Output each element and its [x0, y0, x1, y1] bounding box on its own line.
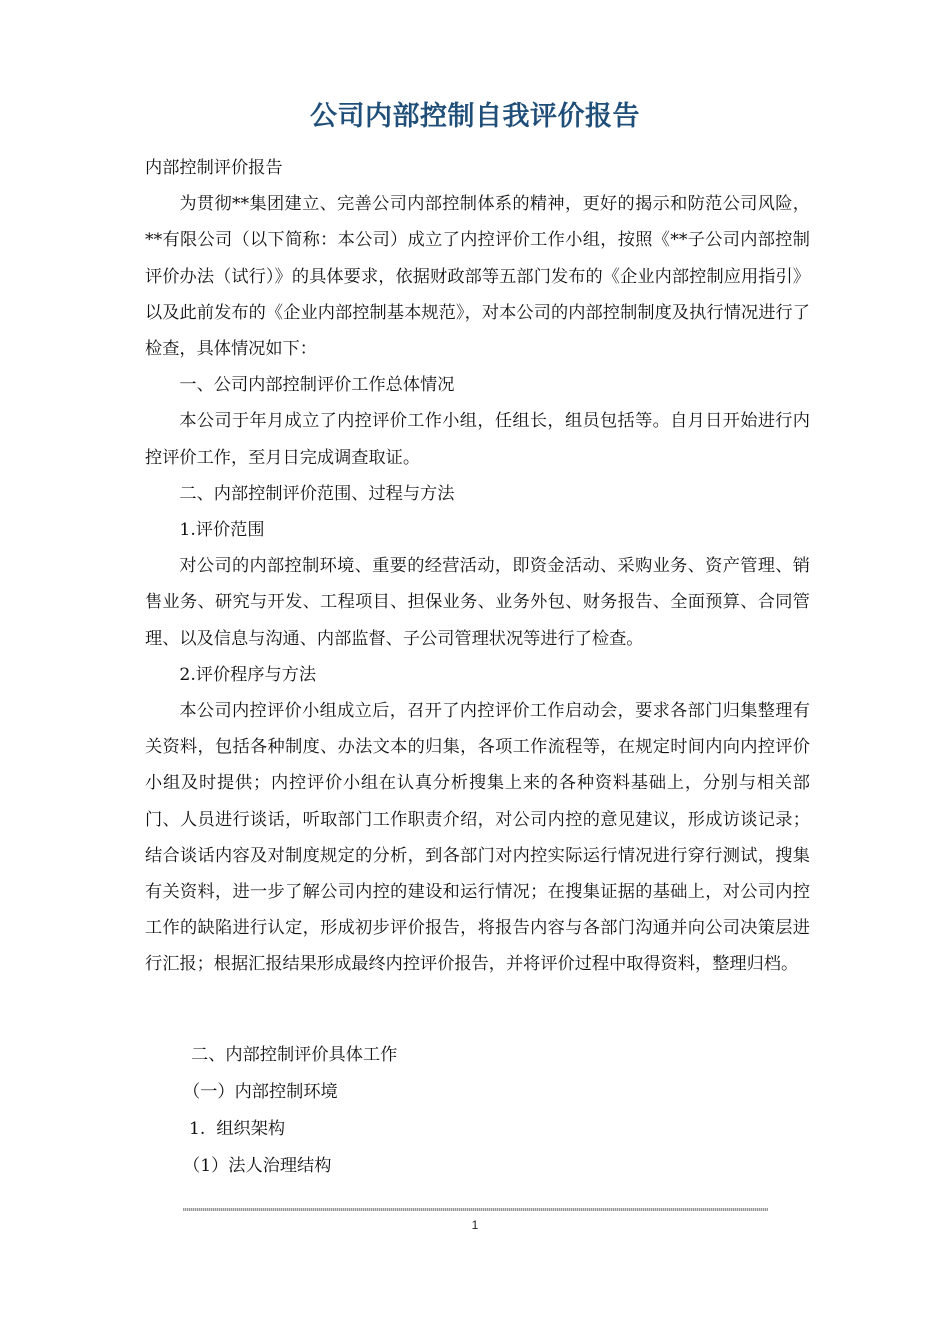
- paragraph-method: 本公司内控评价小组成立后，召开了内控评价工作启动会，要求各部门归集整理有关资料，包括各种制度、办法文本的归集，各项工作流程等，在规定时间内向内控评价小组及时提供；内控评价小组在认真分析搜集上来的各种资料基础上，分别与相关部门、人员进行谈话，听取部门工作职责介绍，对公司内控的意见建议，形成访谈记录；结合谈话内容及对制度规定的分析，到各部门对内控实际运行情况进行穿行测试，搜集有关资料，进一步了解公司内控的建设和运行情况；在搜集证据的基础上，对公司内控工作的缺陷进行认定，形成初步评价报告，将报告内容与各部门沟通并向公司决策层进行汇报；根据汇报结果形成最终内控评价报告，并将评价过程中取得资料，整理归档。: [145, 701, 810, 975]
- document-title: 公司内部控制自我评价报告: [310, 101, 640, 132]
- footer-divider: [183, 1208, 768, 1211]
- section-heading-2: 二、内部控制评价范围、过程与方法: [179, 483, 455, 504]
- page-number: 1: [471, 1218, 479, 1232]
- paragraph-intro: 为贯彻**集团建立、完善公司内部控制体系的精神，更好的揭示和防范公司风险，**有限公司（以下简称：本公司）成立了内控评价工作小组，按照《**子公司内部控制评价办法（试行）》的具体要求，依据财政部等五部门发布的《企业内部控制应用指引》以及此前发布的《企业内部控制基本规范》，对本公司的内部控制制度及执行情况进行了检查，具体情况如下：: [145, 194, 810, 360]
- document-body: [145, 150, 810, 983]
- subsection-method: 2.评价程序与方法: [179, 664, 317, 685]
- section-heading-1: 一、公司内部控制评价工作总体情况: [179, 375, 455, 396]
- sub-heading-governance: （1）法人治理结构: [183, 1156, 332, 1176]
- subsection-scope: 1.评价范围: [179, 520, 265, 541]
- sub-heading-environment: （一）内部控制环境: [183, 1082, 338, 1102]
- paragraph-overview: 本公司于年月成立了内控评价工作小组，任组长，组员包括等。自月日开始进行内控评价工作，至月日完成调查取证。: [145, 411, 810, 468]
- paragraph-scope: 对公司的内部控制环境、重要的经营活动，即资金活动、采购业务、资产管理、销售业务、研究与开发、工程项目、担保业务、业务外包、财务报告、全面预算、合同管理、以及信息与沟通、内部监督、子公司管理状况等进行了检查。: [145, 556, 810, 649]
- report-subtitle: 内部控制评价报告: [145, 158, 283, 178]
- section-heading-3: 二、内部控制评价具体工作: [191, 1045, 398, 1065]
- sub-heading-organization: 1. 组织架构: [189, 1119, 286, 1139]
